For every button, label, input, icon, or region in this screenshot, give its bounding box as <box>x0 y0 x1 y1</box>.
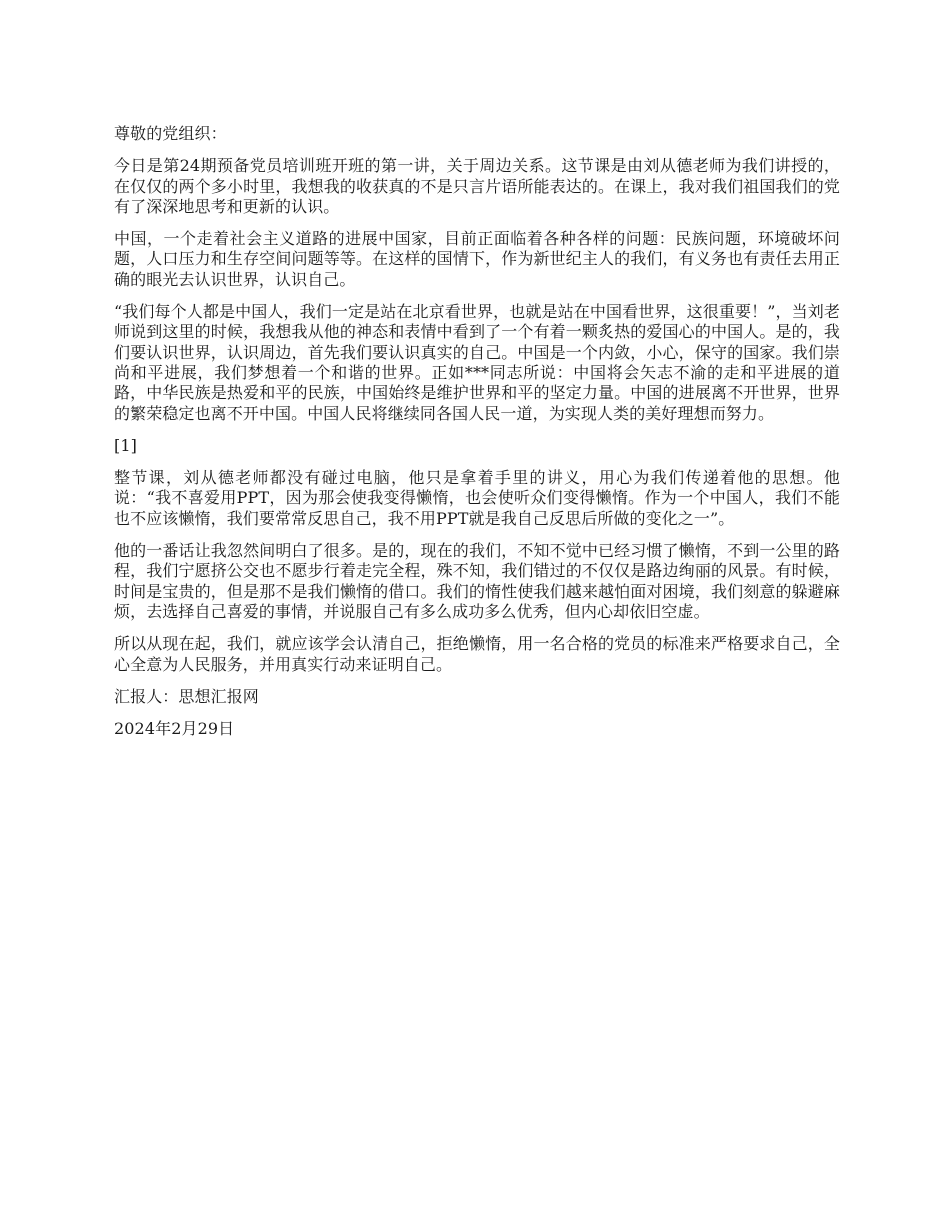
paragraph-laziness: 他的一番话让我忽然间明白了很多。是的，现在的我们，不知不觉中已经习惯了懒惰，不到一公里的路程，我们宁愿挤公交也不愿步行着走完全程，殊不知，我们错过的不仅仅是路边绚丽的风景。有时候，时间是宝贵的，但是那不是我们懒惰的借口。我们的惰性使我们越来越怕面对困境，我们刻意的躲避麻烦，去选择自己喜爱的事情，并说服自己有多么成功多么优秀，但内心却依旧空虚。 <box>114 541 840 621</box>
paragraph-national-situation: 中国，一个走着社会主义道路的进展中国家，目前正面临着各种各样的问题：民族问题，环境破坏问题，人口压力和生存空间问题等等。在这样的国情下，作为新世纪主人的我们，有义务也有责任去用正确的眼光去认识世界，认识自己。 <box>114 229 840 289</box>
salutation: 尊敬的党组织： <box>114 124 227 143</box>
date: 2024年2月29日 <box>114 719 235 739</box>
paragraph-intro: 今日是第24期预备党员培训班开班的第一讲，关于周边关系。这节课是由刘从德老师为我们讲授的，在仅仅的两个多小时里，我想我的收获真的不是只言片语所能表达的。在课上，我对我们祖国我们的党有了深深地思考和更新的认识。 <box>114 156 840 216</box>
paragraph-resolution: 所以从现在起，我们，就应该学会认清自己，拒绝懒惰，用一名合格的党员的标准来严格要求自己，全心全意为人民服务，并用真实行动来证明自己。 <box>114 634 840 674</box>
footnote-reference: [1] <box>114 435 137 455</box>
signature: 汇报人：思想汇报网 <box>114 686 259 706</box>
document-page <box>114 124 840 751</box>
paragraph-patriotism: “我们每个人都是中国人，我们一定是站在北京看世界，也就是站在中国看世界，这很重要！”，当刘老师说到这里的时候，我想我从他的神态和表情中看到了一个有着一颗炙热的爱国心的中国人。是的，我们要认识世界，认识周边，首先我们要认识真实的自己。中国是一个内敛，小心，保守的国家。我们崇尚和平进展，我们梦想着一个和谐的世界。正如***同志所说：中国将会矢志不渝的走和平进展的道路，中华民族是热爱和平的民族，中国始终是维护世界和平的坚定力量。中国的进展离不开世界，世界的繁荣稳定也离不开中国。中国人民将继续同各国人民一道，为实现人类的美好理想而努力。 <box>114 302 840 423</box>
paragraph-no-ppt: 整节课，刘从德老师都没有碰过电脑，他只是拿着手里的讲义，用心为我们传递着他的思想。他说：“我不喜爱用PPT，因为那会使我变得懒惰，也会使听众们变得懒惰。作为一个中国人，我们不能也不应该懒惰，我们要常常反思自己，我不用PPT就是我自己反思后所做的变化之一”。 <box>114 468 840 528</box>
